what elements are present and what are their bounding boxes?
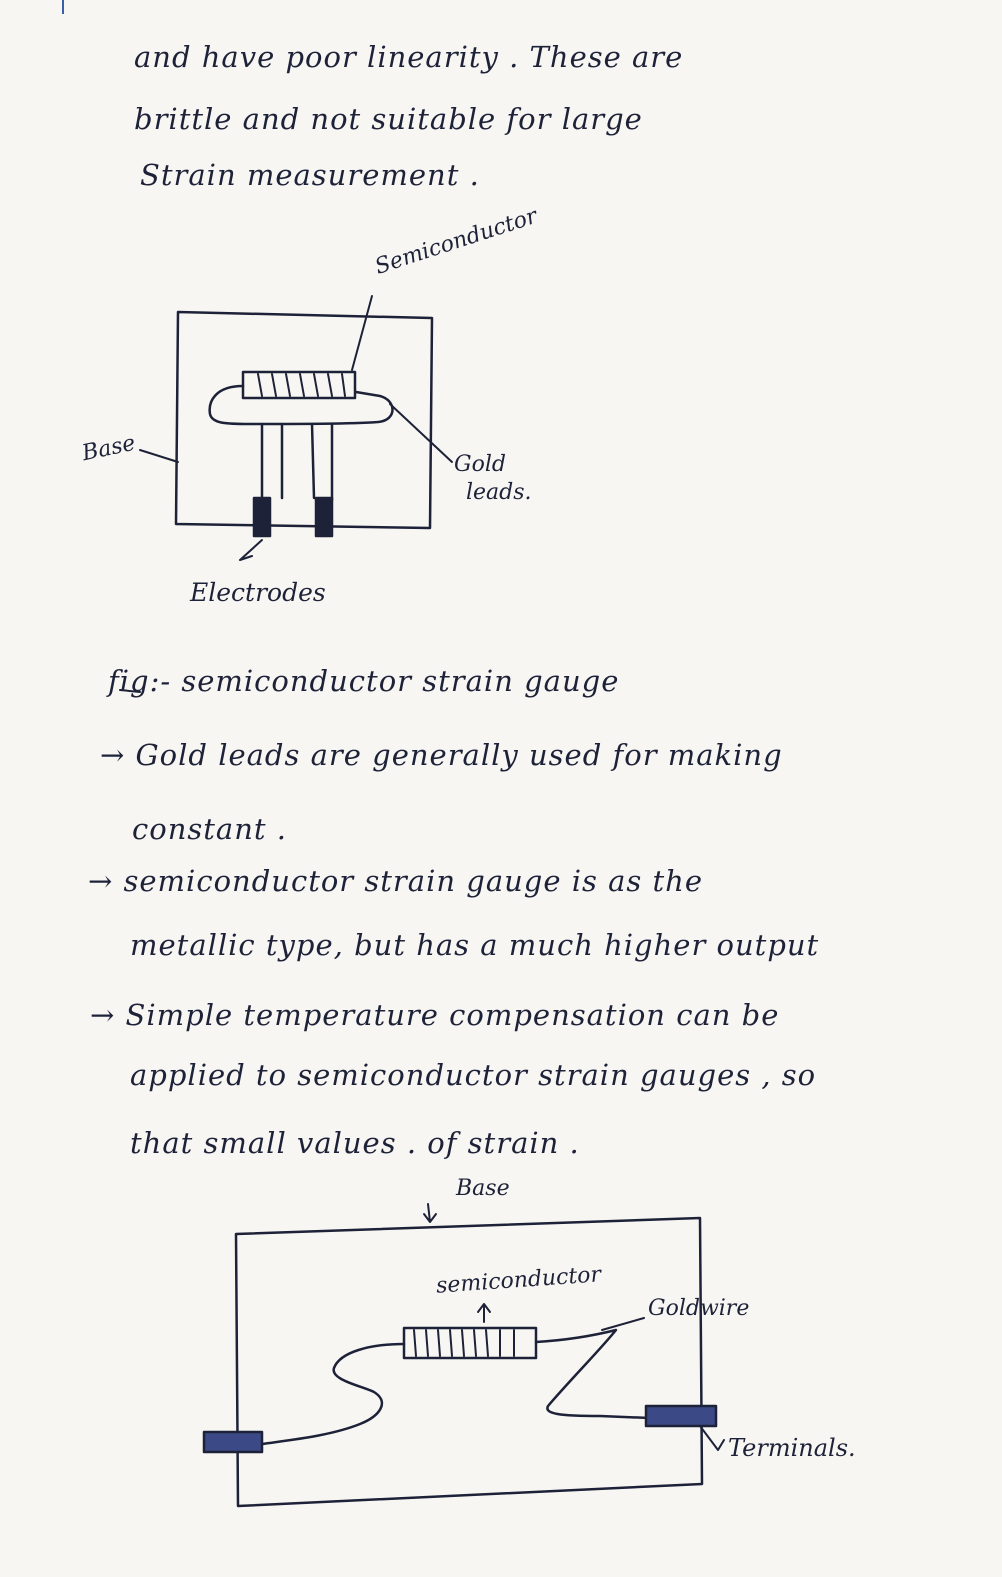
paragraph-line: brittle and not suitable for large xyxy=(134,102,643,136)
point-line: that small values . of strain . xyxy=(130,1126,580,1160)
point-line: → Simple temperature compensation can be xyxy=(90,998,780,1032)
figure-2-terminal-right xyxy=(646,1406,716,1426)
point-line: applied to semiconductor strain gauges , so xyxy=(130,1058,817,1092)
figure-2-right-wire xyxy=(536,1330,650,1418)
figure-2-semiconductor-label: semiconductor xyxy=(435,1262,602,1299)
figure-2-base-label: Base xyxy=(456,1176,510,1201)
figure-2-base-outline xyxy=(236,1218,702,1506)
paragraph-line: and have poor linearity . These are xyxy=(134,40,684,74)
figure-2-terminals-pointer xyxy=(700,1426,724,1450)
figure-2-semiconductor-bar xyxy=(404,1328,536,1358)
point-line: constant . xyxy=(132,812,287,846)
figure-2-gold-wire-pointer xyxy=(602,1318,644,1330)
figure-2-left-wire xyxy=(262,1344,404,1444)
figure-1-caption: fig:- semiconductor strain gauge xyxy=(108,664,620,698)
figure-2-gold-wire-label: Goldwire xyxy=(648,1296,750,1321)
figure-2-semiconductor-pointer xyxy=(478,1304,490,1322)
figure-2-terminals-label: Terminals. xyxy=(728,1434,856,1462)
paragraph-line: Strain measurement . xyxy=(140,158,480,192)
figure-1-electrodes-label: Electrodes xyxy=(190,578,326,607)
point-line: → Gold leads are generally used for making xyxy=(100,738,783,772)
figure-2-terminal-left xyxy=(204,1432,262,1452)
point-line: metallic type, but has a much higher output xyxy=(130,928,820,962)
figure-1-gold-leads-label: Gold xyxy=(454,452,506,477)
figure-2-base-pointer xyxy=(424,1204,436,1222)
point-line: → semiconductor strain gauge is as the xyxy=(88,864,703,898)
figure-1-semiconductor-label: Semiconductor xyxy=(372,203,541,280)
figure-1-gold-leads-label: leads. xyxy=(466,480,532,505)
figure-1-base-label: Base xyxy=(79,430,138,467)
